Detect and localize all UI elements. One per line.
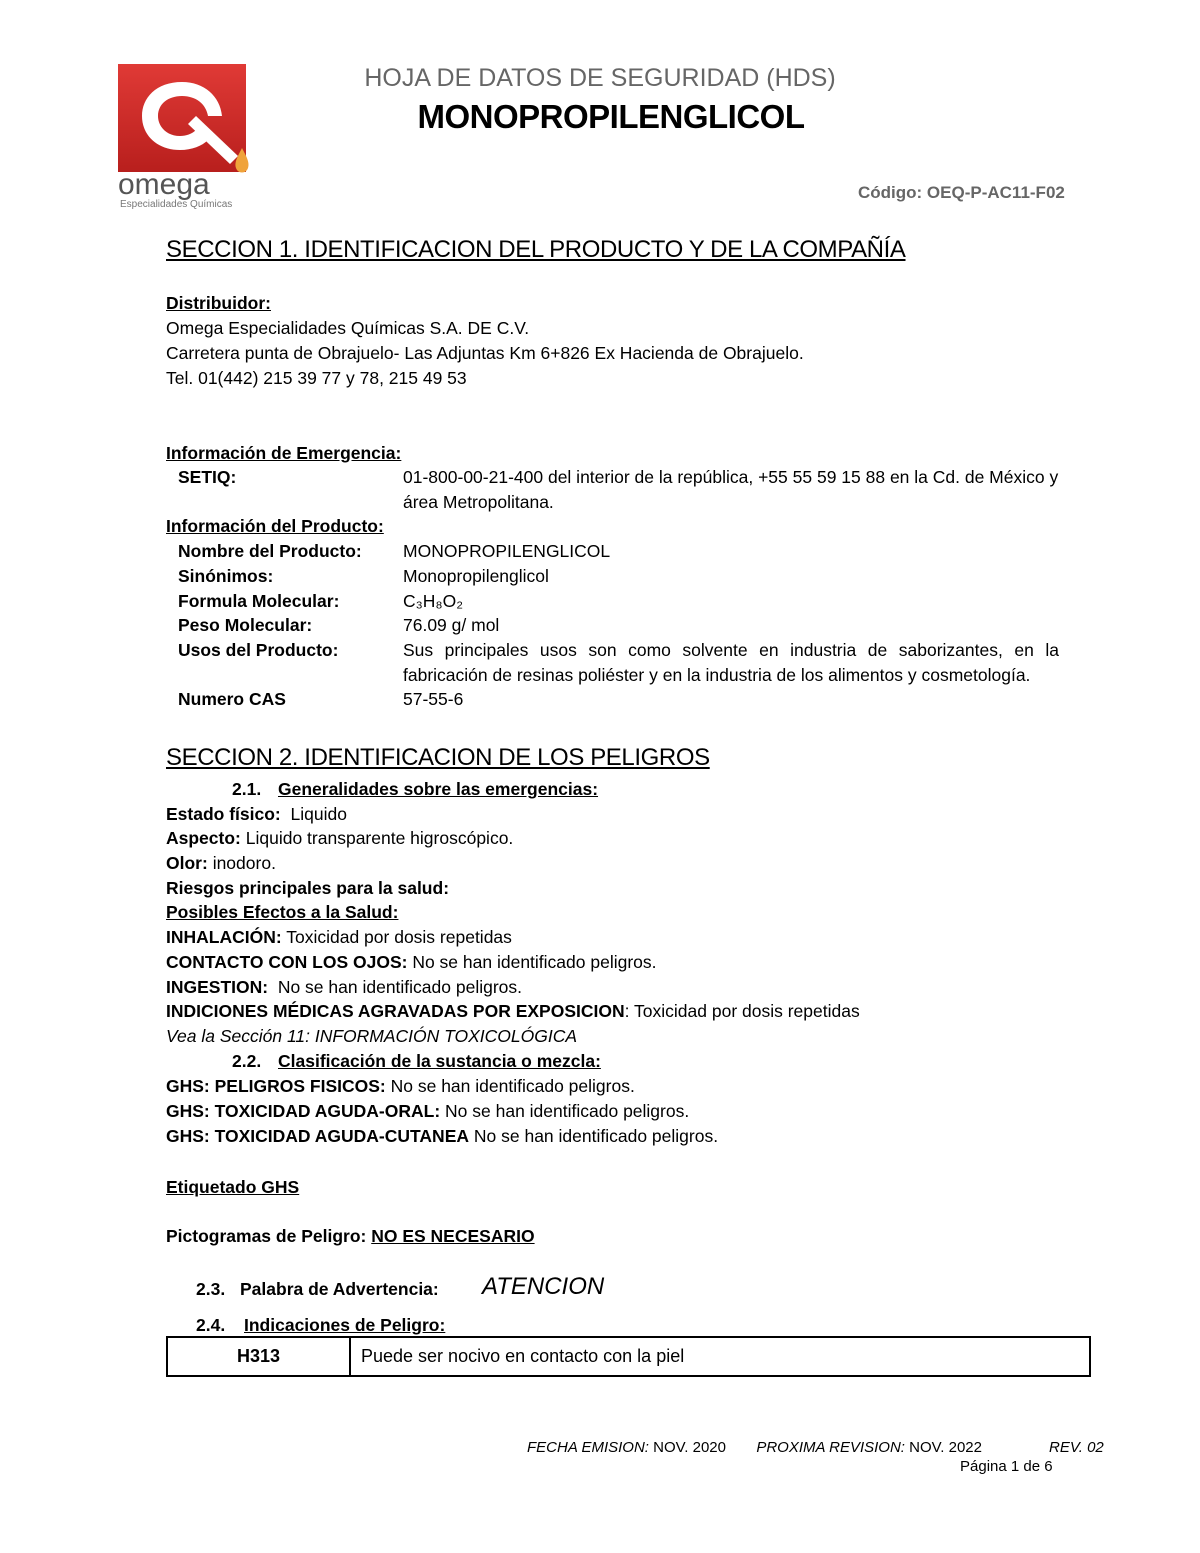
- revision-number: REV. 02: [1049, 1439, 1104, 1456]
- product-info-label: Información del Producto:: [166, 516, 384, 536]
- subsection-number: 2.4.: [196, 1315, 226, 1335]
- inhalation-label: INHALACIÓN:: [166, 927, 282, 947]
- ghs-oral: [166, 1099, 689, 1124]
- table-row: [167, 1337, 1090, 1376]
- cas-value: 57-55-6: [403, 689, 464, 709]
- physical-state-label: Estado físico:: [166, 804, 281, 824]
- emergency-label: Información de Emergencia:: [166, 443, 402, 463]
- next-revision-value: NOV. 2022: [909, 1439, 982, 1456]
- formula-label: Formula Molecular:: [178, 591, 340, 611]
- pictograms-value: NO ES NECESARIO: [371, 1226, 535, 1246]
- hazard-statements-label: Indicaciones de Peligro:: [244, 1315, 446, 1335]
- uses-label: Usos del Producto:: [178, 640, 339, 660]
- odor-value: inodoro.: [212, 853, 276, 873]
- hazard-text-cell: Puede ser nocivo en contacto con la piel: [350, 1337, 1090, 1376]
- next-revision-label: PROXIMA REVISION:: [756, 1439, 905, 1456]
- medical-conditions-value: : Toxicidad por dosis repetidas: [624, 1001, 860, 1021]
- ghs-cutaneous-value: No se han identificado peligros.: [473, 1126, 719, 1146]
- ghs-physical: [166, 1074, 635, 1099]
- health-risks-label: Riesgos principales para la salud:: [166, 878, 450, 898]
- medical-conditions: [166, 999, 860, 1024]
- appearance: [166, 826, 513, 851]
- product-name-value: MONOPROPILENGLICOL: [403, 541, 611, 561]
- synonyms-label: Sinónimos:: [178, 566, 274, 586]
- section1-title: SECCION 1. IDENTIFICACION DEL PRODUCTO Y DE LA COMPAÑÍA: [166, 236, 906, 263]
- physical-state: [166, 802, 347, 827]
- formula-value: C₃H₈O₂: [403, 591, 464, 611]
- distributor-label: Distribuidor:: [166, 293, 271, 313]
- ghs-cutaneous: [166, 1124, 718, 1149]
- document-code: Código: OEQ-P-AC11-F02: [858, 183, 1065, 202]
- eye-contact-value: No se han identificado peligros.: [412, 952, 657, 972]
- molecular-weight-value: 76.09 g/ mol: [403, 615, 500, 635]
- see-section-11-note: Vea la Sección 11: INFORMACIÓN TOXICOLÓGICA: [166, 1026, 578, 1046]
- hazard-code-cell: H313: [167, 1337, 350, 1376]
- ghs-oral-value: No se han identificado peligros.: [445, 1101, 690, 1121]
- page-number: Página 1 de 6: [960, 1458, 1053, 1475]
- logo-subtext: Especialidades Químicas: [120, 199, 233, 210]
- product-title: MONOPROPILENGLICOL: [417, 98, 805, 135]
- ingestion-value: No se han identificado peligros.: [277, 977, 523, 997]
- subsection-number: 2.3.: [196, 1279, 226, 1299]
- appearance-label: Aspecto:: [166, 828, 241, 848]
- physical-state-value: Liquido: [290, 804, 347, 824]
- odor-label: Olor:: [166, 853, 208, 873]
- distributor-line: Omega Especialidades Químicas S.A. DE C.V.: [166, 318, 530, 338]
- ghs-oral-label: GHS: TOXICIDAD AGUDA-ORAL:: [166, 1101, 441, 1121]
- uses-value: Sus principales usos son como solvente en industria de saborizantes, en la fabricación de resinas poliéster y en la industria de los alimentos y cosmetología.: [403, 640, 1059, 685]
- synonyms-value: Monopropilenglicol: [403, 566, 549, 586]
- distributor-line: Carretera punta de Obrajuelo- Las Adjuntas Km 6+826 Ex Hacienda de Obrajuelo.: [166, 343, 804, 363]
- hazard-statements-table: [166, 1336, 1091, 1377]
- inhalation-value: Toxicidad por dosis repetidas: [286, 927, 512, 947]
- signal-word-value: ATENCION: [482, 1273, 605, 1300]
- health-effects-label: Posibles Efectos a la Salud:: [166, 902, 399, 922]
- appearance-value: Liquido transparente higroscópico.: [245, 828, 514, 848]
- subsection-title: Clasificación de la sustancia o mezcla:: [278, 1051, 601, 1071]
- section2-title: SECCION 2. IDENTIFICACION DE LOS PELIGROS: [166, 744, 710, 771]
- footer-dates: [527, 1439, 982, 1456]
- document-type-title: HOJA DE DATOS DE SEGURIDAD (HDS): [364, 64, 836, 92]
- molecular-weight-label: Peso Molecular:: [178, 615, 313, 635]
- pictograms: [166, 1224, 535, 1249]
- ghs-labeling-title: Etiquetado GHS: [166, 1177, 300, 1197]
- pictograms-label: Pictogramas de Peligro:: [166, 1226, 367, 1246]
- ingestion: [166, 975, 522, 1000]
- setiq-value: 01-800-00-21-400 del interior de la república, +55 55 59 15 88 en la Cd. de México y área Metropolitana.: [403, 467, 1059, 512]
- subsection-number: 2.2.: [232, 1051, 262, 1071]
- inhalation: [166, 925, 512, 950]
- eye-contact-label: CONTACTO CON LOS OJOS:: [166, 952, 408, 972]
- ghs-physical-value: No se han identificado peligros.: [390, 1076, 635, 1096]
- medical-conditions-label: INDICIONES MÉDICAS AGRAVADAS POR EXPOSICION: [166, 1001, 625, 1021]
- odor: [166, 851, 276, 876]
- ghs-cutaneous-label: GHS: TOXICIDAD AGUDA-CUTANEA: [166, 1126, 470, 1146]
- product-name-label: Nombre del Producto:: [178, 541, 362, 561]
- issue-date-label: FECHA EMISION:: [527, 1439, 649, 1456]
- issue-date-value: NOV. 2020: [653, 1439, 726, 1456]
- ingestion-label: INGESTION:: [166, 977, 269, 997]
- subsection-number: 2.1.: [232, 779, 262, 799]
- distributor-line: Tel. 01(442) 215 39 77 y 78, 215 49 53: [166, 368, 467, 388]
- subsection-title: Generalidades sobre las emergencias:: [278, 779, 599, 799]
- ghs-physical-label: GHS: PELIGROS FISICOS:: [166, 1076, 386, 1096]
- logo-wordmark: omega: [118, 168, 210, 201]
- eye-contact: [166, 950, 657, 975]
- signal-word-label: Palabra de Advertencia:: [240, 1279, 439, 1299]
- setiq-label: SETIQ:: [178, 467, 237, 487]
- cas-label: Numero CAS: [178, 689, 286, 709]
